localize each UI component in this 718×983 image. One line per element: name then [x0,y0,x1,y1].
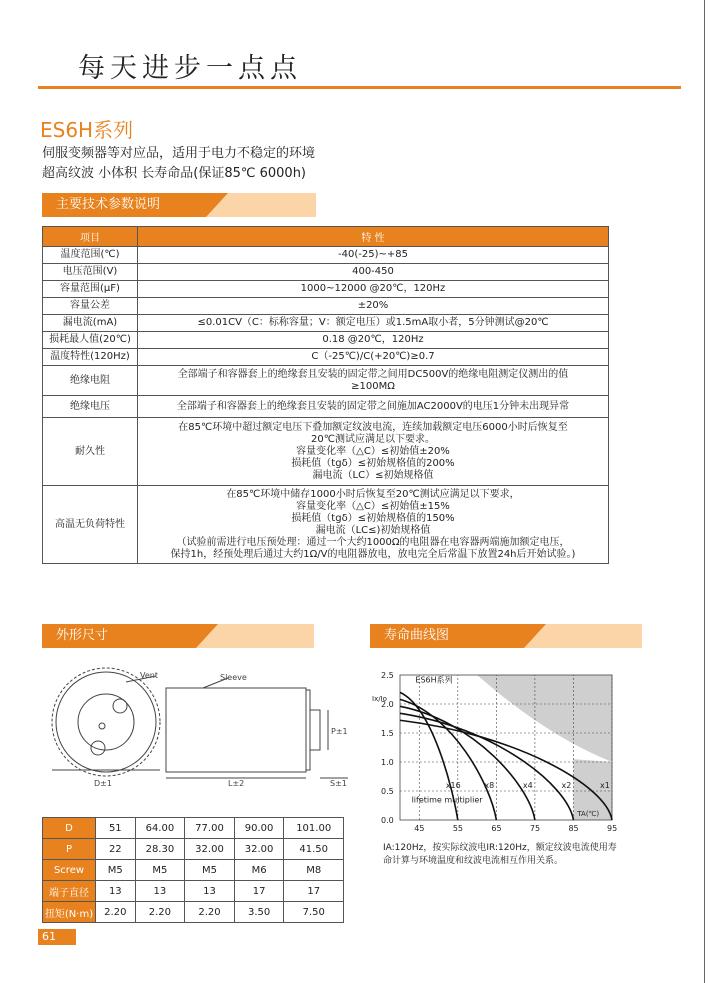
dim-value: 22 [96,839,136,860]
spec-value [138,349,609,366]
spec-value [138,486,609,564]
page-edge-line [704,0,705,983]
spec-value-line: 在85℃环境中超过额定电压下叠加额定纹波电流，连续加载额定电压6000小时后恢复至 [178,421,568,433]
shaded-region [477,675,612,762]
spec-value [138,418,609,486]
x-tick-label: 65 [491,824,502,833]
dimension-table [42,817,344,923]
dim-value: 51 [96,818,136,839]
dim-row [43,860,344,881]
spec-value-line: ≤0.01CV（C：标称容量；V：额定电压）或1.5mA取小者，5分钟测试@20℃ [197,317,549,328]
chart-note: IA:120Hz，按实际纹波电IR:120Hz，额定纹波电流使用寿命计算与环境温度和纹波电流相互作用关系。 [383,843,617,866]
dim-value: 13 [135,881,185,902]
dim-value: 28.30 [135,839,185,860]
y-tick-label: 1.5 [381,729,394,738]
spec-key: 损耗最人值(20℃) [43,332,138,349]
x-tick-label: 85 [568,824,579,833]
dim-value: 2.20 [135,902,185,923]
side-view [166,678,348,778]
dim-key: 端子直径 [43,881,96,902]
multiplier-label: lifetime multiplier [411,795,483,805]
spec-value-line: 损耗值（tgδ）≤初始规格值的200% [291,457,455,469]
spec-value-line: ≥100MΩ [351,380,395,392]
dim-value: 2.20 [96,902,136,923]
x-tick-label: 55 [452,824,464,833]
spec-row [43,486,609,564]
spec-table [42,226,609,564]
dim-value: 101.00 [284,818,344,839]
spec-row [43,281,609,298]
header-rule [38,86,681,89]
dim-value: 7.50 [284,902,344,923]
x-axis-label: TA(℃) [577,810,600,818]
section-life-bar [370,624,642,648]
page-number: 61 [38,929,76,945]
dim-key: D [43,818,96,839]
l-dim-label: L±2 [228,779,245,788]
spec-key: 温度范围(℃) [43,247,138,264]
section-spec-title: 主要技术参数说明 [42,193,206,217]
y-tick-label: 2.5 [381,671,394,680]
spec-value-line: C（-25℃)/C(+20℃)≥0.7 [311,351,435,362]
dim-value: M6 [234,860,284,881]
spec-key: 高温无负荷特性 [43,486,138,564]
spec-row [43,247,609,264]
dim-value: 32.00 [234,839,284,860]
y-tick-label: 0.0 [381,816,394,825]
dim-value: M8 [284,860,344,881]
x-tick-label: 75 [529,824,541,833]
spec-value [138,396,609,418]
chart-title: ES6H系列 [415,675,453,685]
spec-value-line: 损耗值（tgδ）≤初始规格值的150% [291,512,455,524]
spec-key: 温度特性(120Hz) [43,349,138,366]
spec-value [138,332,609,349]
vent-label: Vent [140,671,158,680]
spec-row [43,396,609,418]
dim-value: 64.00 [135,818,185,839]
dimension-drawing [38,662,358,792]
dim-row [43,881,344,902]
spec-key: 绝缘电阻 [43,366,138,396]
spec-value-line: 漏电流（LC≤)初始规格值 [315,524,431,536]
spec-value-line: 0.18 @20℃，120Hz [322,334,424,345]
spec-key: 容量公差 [43,298,138,315]
section-spec-bar [42,193,316,217]
series-label-x2: x2 [561,781,572,791]
spec-value [138,315,609,332]
d-dim-label: D±1 [94,779,112,788]
section-dim-bar [42,624,314,648]
dim-key: Screw [43,860,96,881]
spec-key: 耐久性 [43,418,138,486]
dim-value: 13 [96,881,136,902]
series-label-x16: x16 [445,781,461,791]
spec-value-line: 在85℃环境中储存1000小时后恢复至20℃测试应满足以下要求， [226,488,520,500]
dim-key: 扭矩(N·m) [43,902,96,923]
spec-row [43,418,609,486]
s-dim-label: S±1 [330,779,347,788]
x-tick-label: 95 [607,824,618,833]
series-desc-1: 伺服变频器等对应品，适用于电力不稳定的环境 [42,146,316,161]
spec-value-line: 1000~12000 @20℃，120Hz [300,283,446,294]
life-curve-chart [368,660,658,838]
section-life-title: 寿命曲线图 [370,624,524,648]
spec-value [138,298,609,315]
spec-row [43,366,609,396]
spec-key: 绝缘电压 [43,396,138,418]
y-tick-label: 0.5 [381,787,394,796]
dim-value: 41.50 [284,839,344,860]
spec-key: 电压范围(V) [43,264,138,281]
dim-row [43,902,344,923]
spec-row [43,349,609,366]
x-tick-label: 45 [414,824,425,833]
spec-row [43,332,609,349]
spec-key: 漏电流(mA) [43,315,138,332]
dim-value: M5 [135,860,185,881]
y-axis-label: Ix/Io [372,695,387,704]
dim-value: M5 [96,860,136,881]
terminal-end-view [52,668,160,776]
dim-value: M5 [185,860,235,881]
dim-value: 13 [185,881,235,902]
series-title: ES6H系列 [40,118,134,142]
spec-value-line: 400-450 [352,266,394,277]
spec-value-line: 全部端子和容器套上的绝缘套且安装的固定带之间用DC500V的绝缘电阻测定仪测出的值 [177,368,569,380]
sleeve-label: Sleeve [220,673,247,682]
spec-header-value: 特 性 [138,227,609,247]
spec-row [43,264,609,281]
dim-value: 2.20 [185,902,235,923]
spec-key: 容量范围(μF) [43,281,138,298]
spec-value-line: 20℃测试应满足以下要求。 [311,433,435,445]
spec-value-line: 漏电流（LC）≤初始规格值 [312,469,434,481]
dim-row [43,839,344,860]
spec-value-line: -40(-25)~+85 [338,249,408,260]
dim-value: 77.00 [185,818,235,839]
dim-value: 90.00 [234,818,284,839]
spec-value-line: 容量变化率（△C）≤初始值±15% [296,500,450,512]
dim-value: 32.00 [185,839,235,860]
spec-value [138,281,609,298]
series-desc-2: 超高纹波 小体积 长寿命品(保证85℃ 6000h) [42,166,307,181]
spec-row [43,315,609,332]
y-tick-label: 2.0 [381,700,394,709]
p-dim-label: P±1 [331,727,348,736]
spec-row [43,298,609,315]
spec-value-line: 容量变化率（△C）≤初始值±20% [296,445,450,457]
spec-value [138,247,609,264]
dim-value: 3.50 [234,902,284,923]
dim-value: 17 [284,881,344,902]
series-label-x8: x8 [484,781,495,791]
spec-value-line: （试验前需进行电压预处理：通过一个大约1000Ω的电阻器在电容器两端施加额定电压， [176,536,570,548]
y-tick-label: 1.0 [381,758,394,767]
spec-value [138,366,609,396]
spec-header-item: 项目 [43,227,138,247]
series-label-x1: x1 [600,781,610,791]
header-title: 每天进步一点点 [78,53,302,84]
series-label-x4: x4 [522,781,533,791]
spec-value-line: 全部端子和容器套上的绝缘套且安装的固定带之间施加AC2000V的电压1分钟未出现异常 [176,400,570,412]
dim-value: 17 [234,881,284,902]
spec-value-line: ±20% [357,300,389,311]
dim-key: P [43,839,96,860]
dim-row [43,818,344,839]
spec-value-line: 保持1h，经预处理后通过大约1Ω/V的电阻器放电，放电完全后常温下放置24h后开始试验。) [170,548,576,560]
spec-value [138,264,609,281]
section-dim-title: 外形尺寸 [42,624,196,648]
